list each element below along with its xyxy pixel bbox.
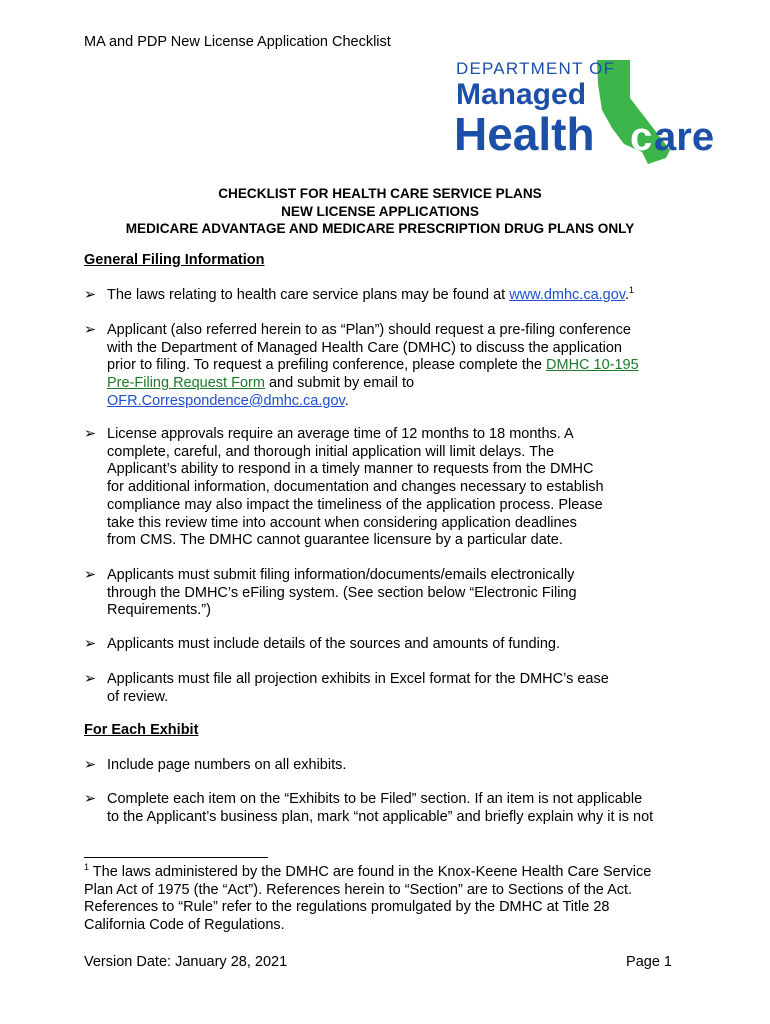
heading-each-exhibit: For Each Exhibit bbox=[84, 722, 199, 738]
bullet-arrow-icon: ➢ bbox=[84, 791, 97, 807]
title-line-3: MEDICARE ADVANTAGE AND MEDICARE PRESCRIPTION DRUG PLANS ONLY bbox=[125, 221, 635, 236]
document-title bbox=[60, 185, 700, 238]
bullet-arrow-icon: ➢ bbox=[84, 671, 97, 687]
footnote-ref-1[interactable]: 1 bbox=[629, 285, 635, 296]
logo-line-care-c: c bbox=[630, 115, 653, 159]
footnote-marker: 1 bbox=[84, 862, 90, 873]
ofr-email-link[interactable]: OFR.Correspondence@dmhc.ca.gov bbox=[107, 392, 345, 409]
bullet-arrow-icon: ➢ bbox=[84, 757, 97, 773]
running-header: MA and PDP New License Application Checklist bbox=[84, 34, 391, 50]
logo-line-care-rest: are bbox=[654, 115, 715, 159]
heading-general-filing: General Filing Information bbox=[84, 252, 265, 268]
dmhc-logo-graphic bbox=[452, 54, 742, 166]
dmhc-logo bbox=[452, 54, 742, 166]
page-number: Page 1 bbox=[626, 954, 672, 970]
bullet-arrow-icon: ➢ bbox=[84, 636, 97, 652]
bullet-arrow-icon: ➢ bbox=[84, 567, 97, 583]
logo-line-department: DEPARTMENT OF bbox=[456, 59, 616, 78]
logo-line-health: Health bbox=[454, 108, 595, 160]
bullet-arrow-icon: ➢ bbox=[84, 322, 97, 338]
bullet-arrow-icon: ➢ bbox=[84, 287, 97, 303]
logo-line-managed: Managed bbox=[456, 78, 587, 111]
version-date: Version Date: January 28, 2021 bbox=[84, 954, 288, 970]
dmhc-website-link[interactable]: www.dmhc.ca.gov bbox=[509, 287, 625, 303]
footnote-1: $^1$ The laws administered by the DMHC are found in the Knox-Keene Health Care Service Plan Act of 1975 (the “Act”). References herein to “Section” are to Sections of the Act. References to “Rule” refer to the regulations promulgated by the DMHC at Title 28 California Code of Regulations. bbox=[84, 862, 652, 934]
title-line-1: CHECKLIST FOR HEALTH CARE SERVICE PLANS bbox=[218, 186, 542, 201]
document-page: MA and PDP New License Application Checklist DEPARTMENT OF Managed Health c are CHECKLIST FOR HEALTH CARE SERVICE PLANS NEW LICENSE APPLICATIONS MEDICARE ADVANTAGE AND MEDICARE PRESCRIPTION DRUG PLANS ONLY General Filing Information ➢ The laws relating to health care service plans may be found at www.dmhc.ca.gov.$^1$ ➢ Applicant (also referred herein to as “Plan”) should request a pre-filing conference with the Department of Managed Health Care (DMHC) to discuss the application prior to filing. To request a prefiling conference, please complete the DMHC 10-195 Pre-Filing Request Form and submit by email to OFR.Correspondence@dmhc.ca.gov. ➢ License approvals require an average time of 12 months to 18 months. A complete, careful, and thorough initial application will limit delays. The Applicant’s ability to respond in a timely manner to requests from the DMHC for additional information, documentation and changes necessary to establish compliance may also impact the timeliness of the application process. Please take this review time into account when considering application deadlines from CMS. The DMHC cannot guarantee licensure by a particular date. ➢ Applicants must submit filing information/documents/emails electronically through the DMHC’s eFiling system. (See section below “Electronic Filing Requirements.”) ➢ Applicants must include details of the sources and amounts of funding. ➢ Applicants must file all projection exhibits in Excel format for the DMHC’s ease of review. For Each Exhibit ➢ Include page numbers on all exhibits. ➢ Complete each item on the “Exhibits to be Filed” section. If an item is not applicable to the Applicant’s business plan, mark “not applicable” and briefly explain why it is not $^1$ The laws administered by the DMHC are found in the Knox-Keene Health Care Service Plan Act of 1975 (the “Act”). References herein to “Section” are to Sections of the Act. References to “Rule” refer to the regulations promulgated by the DMHC at Title 28 California Code of Regulations. Version Date: January 28, 2021 Page 1 bbox=[0, 0, 770, 1024]
title-line-2: NEW LICENSE APPLICATIONS bbox=[281, 203, 479, 219]
prefiling-form-link[interactable]: DMHC 10-195 bbox=[546, 357, 639, 374]
footnote-separator bbox=[84, 857, 268, 858]
bullet-arrow-icon: ➢ bbox=[84, 426, 97, 442]
prefiling-form-link-cont[interactable]: Pre-Filing Request Form bbox=[107, 375, 265, 392]
